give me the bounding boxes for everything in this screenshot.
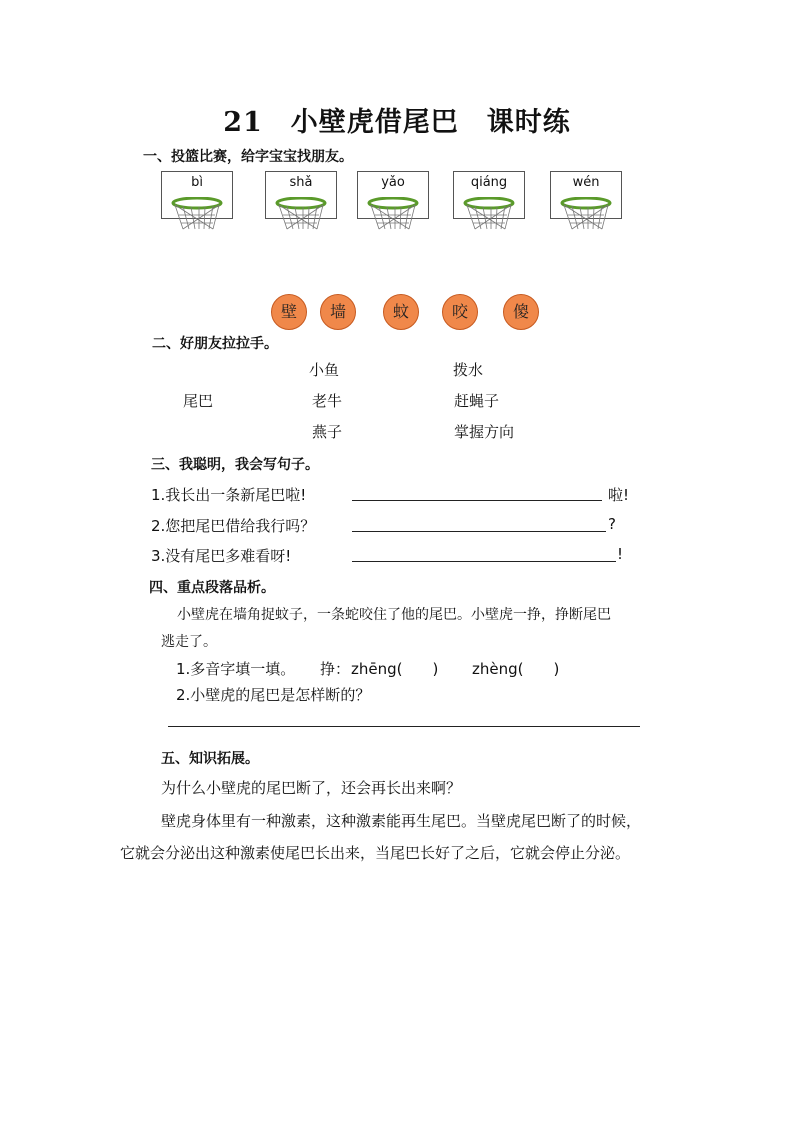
polyphone-char: 挣： bbox=[320, 660, 351, 678]
hoop-pinyin: shǎ bbox=[289, 175, 313, 190]
hoop-pinyin: yǎo bbox=[381, 175, 405, 190]
character-ball: 墙 bbox=[320, 294, 356, 330]
knowledge-answer: 壁虎身体里有一种激素，这种激素能再生尾巴。当壁虎尾巴断了的时候， bbox=[161, 812, 642, 830]
match-function: 掌握方向 bbox=[454, 423, 515, 441]
section4-heading: 四、重点段落品析。 bbox=[149, 580, 275, 596]
hoop bbox=[550, 171, 622, 233]
section1-heading: 一、投篮比赛，给字宝宝找朋友。 bbox=[143, 149, 353, 165]
hoop-pinyin: bì bbox=[191, 175, 203, 190]
section5-heading: 五、知识拓展。 bbox=[161, 751, 259, 767]
answer-line[interactable] bbox=[352, 500, 602, 501]
hoop bbox=[161, 171, 233, 233]
question-label: 1.多音字填一填。 bbox=[176, 660, 296, 678]
hoop bbox=[453, 171, 525, 233]
match-animal: 小鱼 bbox=[309, 361, 340, 379]
character-ball: 蚊 bbox=[383, 294, 419, 330]
hoop bbox=[265, 171, 337, 233]
sentence-prompt: 1.我长出一条新尾巴啦! bbox=[151, 486, 307, 504]
character-ball: 壁 bbox=[271, 294, 307, 330]
basket-net-icon bbox=[275, 197, 327, 231]
match-function: 赶蝇子 bbox=[454, 392, 500, 410]
page-title: 21 小壁虎借尾巴 课时练 bbox=[223, 107, 571, 138]
hoop bbox=[357, 171, 429, 233]
sentence-end: ! bbox=[617, 545, 624, 563]
section2-heading: 二、好朋友拉拉手。 bbox=[152, 336, 278, 352]
section3-heading: 三、我聪明，我会写句子。 bbox=[151, 457, 319, 473]
sentence-end: ? bbox=[608, 515, 616, 533]
answer-line[interactable] bbox=[168, 726, 640, 727]
basket-net-icon bbox=[367, 197, 419, 231]
answer-line[interactable] bbox=[352, 531, 606, 532]
match-function: 拨水 bbox=[453, 361, 484, 379]
answer-line[interactable] bbox=[352, 561, 616, 562]
match-animal: 燕子 bbox=[312, 423, 343, 441]
pinyin-blank[interactable]: zhèng( ) bbox=[472, 660, 560, 678]
match-animal: 老牛 bbox=[312, 392, 343, 410]
passage-line: 小壁虎在墙角捉蚊子，一条蛇咬住了他的尾巴。小壁虎一挣，挣断尾巴 bbox=[177, 607, 611, 623]
sentence-prompt: 3.没有尾巴多难看呀! bbox=[151, 547, 292, 565]
hoop-pinyin: wén bbox=[572, 175, 600, 190]
sentence-end: 啦! bbox=[608, 486, 630, 504]
knowledge-answer: 它就会分泌出这种激素使尾巴长出来，当尾巴长好了之后，它就会停止分泌。 bbox=[120, 844, 631, 862]
knowledge-question: 为什么小壁虎的尾巴断了，还会再长出来啊？ bbox=[161, 779, 462, 797]
passage-line: 逃走了。 bbox=[161, 634, 217, 650]
basket-net-icon bbox=[463, 197, 515, 231]
pinyin-blank[interactable]: zhēng( ) bbox=[351, 660, 439, 678]
question-label: 2.小壁虎的尾巴是怎样断的？ bbox=[176, 686, 371, 704]
sentence-prompt: 2.您把尾巴借给我行吗？ bbox=[151, 517, 316, 535]
character-ball: 傻 bbox=[503, 294, 539, 330]
basket-net-icon bbox=[171, 197, 223, 231]
character-ball: 咬 bbox=[442, 294, 478, 330]
hoop-pinyin: qiáng bbox=[470, 175, 508, 190]
match-left-word: 尾巴 bbox=[183, 392, 214, 410]
basket-net-icon bbox=[560, 197, 612, 231]
